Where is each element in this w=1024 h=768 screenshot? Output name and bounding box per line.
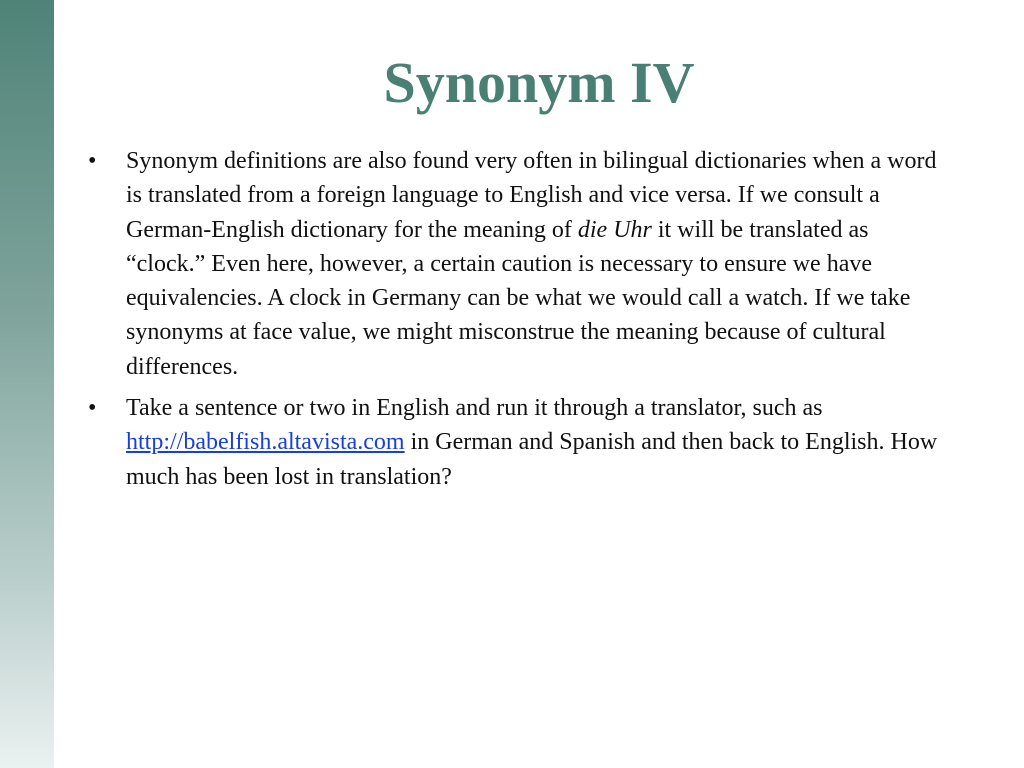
bullet-text-segment: in German and Spanish and then back to English. How much has been lost in translation?: [126, 429, 938, 490]
bullet-text-segment: Synonym definitions are also found very often in bilingual dictionaries when a word is translated from a foreign language to English and vice versa. If we consult a German-English dictionary for the meaning of: [126, 148, 937, 243]
bullet-list: [88, 144, 948, 501]
bullet-text-segment: Take a sentence or two in English and run it through a translator, such as: [126, 395, 823, 422]
decorative-side-bar: [0, 0, 54, 768]
bullet-icon: •: [88, 148, 97, 174]
bullet-item-translator-exercise: [88, 391, 948, 494]
slide-title: Synonym IV: [383, 50, 695, 115]
bullet-icon: •: [88, 395, 97, 422]
bullet-text-segment: it will be translated as “clock.” Even here, however, a certain caution is necessary to ensure we have equivalencies. A clock in Germany can be what we would call a watch. If we take synonyms at face value, we might misconstrue the meaning because of cultural differences.: [126, 216, 911, 380]
babelfish-link[interactable]: http://babelfish.altavista.com: [126, 429, 405, 456]
bullet-item-synonym-definitions: [88, 144, 948, 384]
italic-term-die-uhr: die Uhr: [577, 216, 652, 243]
